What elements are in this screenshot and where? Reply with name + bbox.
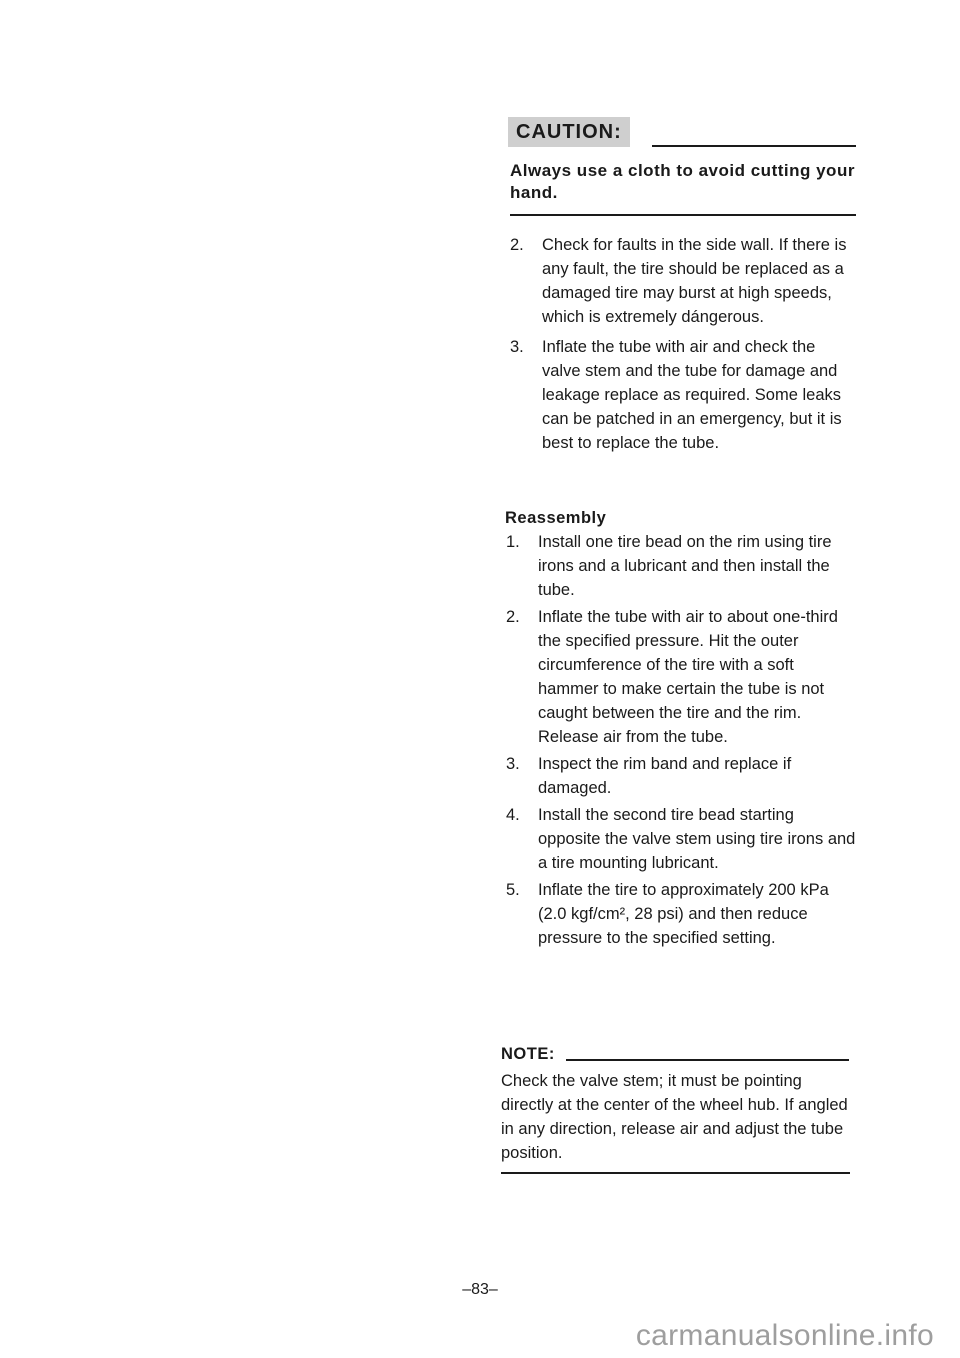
note-label: NOTE: <box>501 1045 555 1063</box>
step-number: 4. <box>506 806 520 824</box>
list-item <box>510 233 856 329</box>
step-text: Inspect the rim band and replace if damaged. <box>538 755 792 797</box>
list-item <box>506 605 856 749</box>
step-text: Check for faults in the side wall. If there is any fault, the tire should be replaced as a damaged tire may burst at high speeds, which is extremely dángerous. <box>542 236 847 326</box>
watermark: carmanualsonline.info <box>635 1319 934 1352</box>
step-number: 3. <box>510 338 524 356</box>
list-item <box>506 878 856 950</box>
note-header <box>501 1042 851 1068</box>
step-number: 2. <box>510 236 524 254</box>
list-item <box>510 335 856 455</box>
step-number: 3. <box>506 755 520 773</box>
caution-header <box>508 117 856 149</box>
caution-label: CAUTION: <box>508 117 630 147</box>
step-text: Inflate the tube with air and check the valve stem and the tube for damage and leakage replace as required. Some leaks can be patched in an emergency, but it is best to replace the tube. <box>542 338 842 452</box>
reassembly-list <box>506 530 856 953</box>
step-text: Install the second tire bead starting opposite the valve stem using tire irons and a tire mounting lubricant. <box>538 806 856 872</box>
step-text: Inflate the tube with air to about one-third the specified pressure. Hit the outer circumference of the tire with a soft hammer to make certain the tube is not caught between the tire and the rim. Release air from the tube. <box>538 608 838 746</box>
inspection-list <box>510 233 856 461</box>
note-text: Check the valve stem; it must be pointing directly at the center of the wheel hub. If angled in any direction, release air and adjust the tube position. <box>501 1072 848 1162</box>
page-number: –83– <box>462 1281 498 1298</box>
caution-text: Always use a cloth to avoid cutting your hand. <box>510 161 855 202</box>
caution-header-rule <box>652 145 856 147</box>
note-end-rule <box>501 1172 850 1174</box>
step-number: 5. <box>506 881 520 899</box>
list-item <box>506 803 856 875</box>
reassembly-heading: Reassembly <box>505 509 607 527</box>
caution-end-rule <box>510 214 856 216</box>
step-number: 2. <box>506 608 520 626</box>
note-header-rule <box>566 1059 849 1061</box>
list-item <box>506 530 856 602</box>
step-text: Install one tire bead on the rim using tire irons and a lubricant and then install the tube. <box>538 533 832 599</box>
step-text: Inflate the tire to approximately 200 kPa (2.0 kgf/cm², 28 psi) and then reduce pressure to the specified setting. <box>538 881 829 947</box>
step-number: 1. <box>506 533 520 551</box>
list-item <box>506 752 856 800</box>
